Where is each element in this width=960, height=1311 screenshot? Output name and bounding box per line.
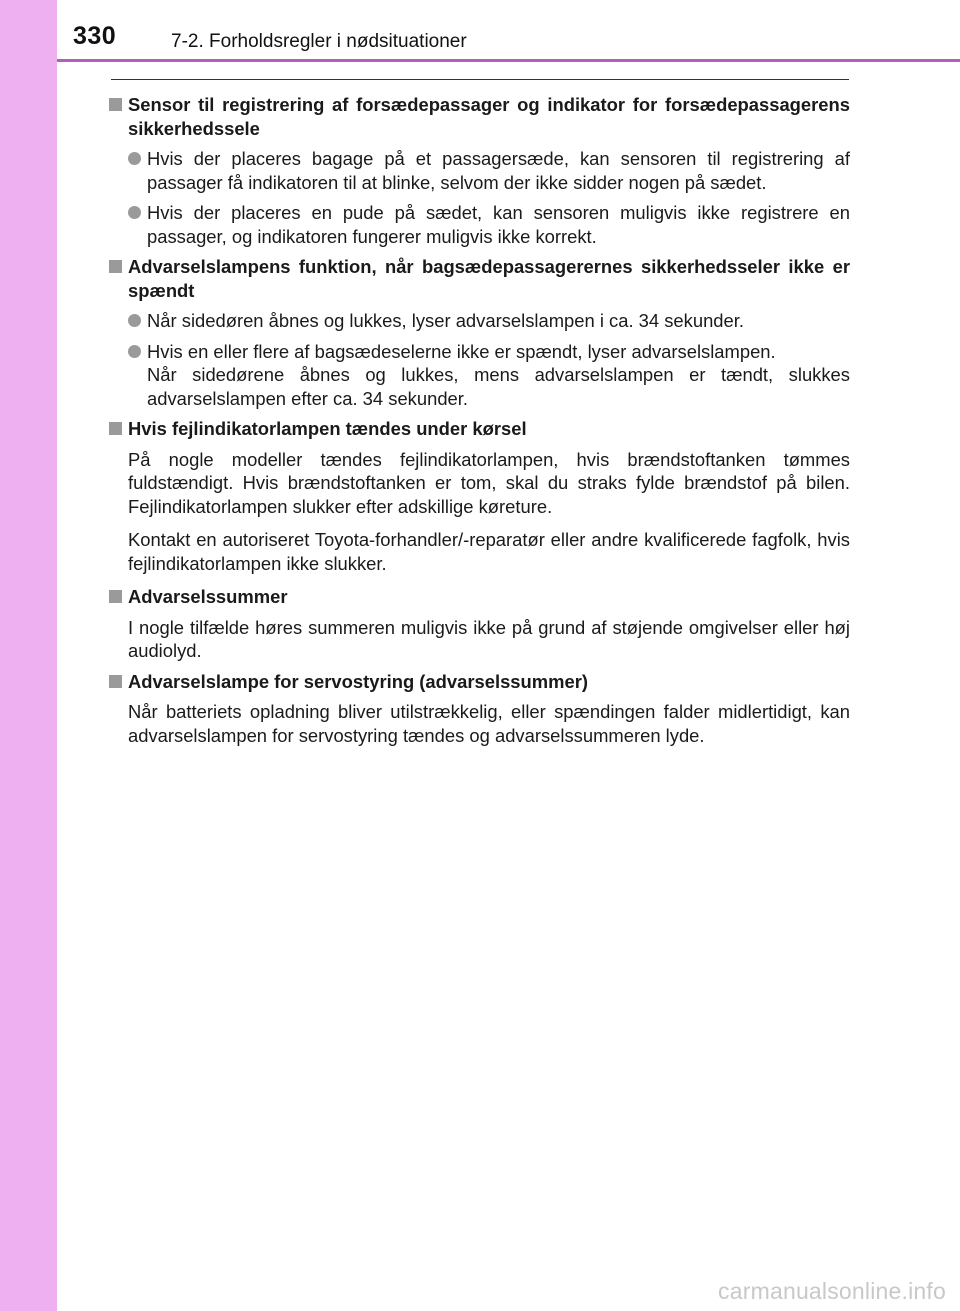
bullet-item — [128, 147, 850, 194]
bullet-text-continuation: Når sidedørene åbnes og lukkes, mens advarselslampen er tændt, slukkes advarselslampen efter ca. 34 sekunder. — [147, 364, 850, 409]
site-watermark[interactable]: carmanualsonline.info — [718, 1278, 946, 1304]
section-heading-text: Sensor til registrering af forsædepassager og indikator for forsædepassagerens sikkerhedssele — [128, 94, 850, 139]
page-content — [109, 93, 850, 754]
section-heading — [109, 585, 850, 609]
paragraph: Kontakt en autoriseret Toyota-forhandler/-reparatør eller andre kvalificerede fagfolk, hvis fejlindikatorlampen ikke slukker. — [128, 529, 850, 574]
page-number: 330 — [73, 22, 117, 50]
square-bullet-icon — [109, 422, 122, 435]
paragraph: På nogle modeller tændes fejlindikatorlampen, hvis brændstoftanken tømmes fuldstændigt. Hvis brændstoftanken er tom, skal du straks fylde brændstof på bilen. Fejlindikatorlampen slukker efter adskillige køreture. — [128, 448, 850, 517]
bullet-item — [128, 340, 850, 411]
round-bullet-icon — [128, 206, 141, 219]
square-bullet-icon — [109, 98, 122, 111]
square-bullet-icon — [109, 260, 122, 273]
section-heading — [109, 417, 850, 441]
round-bullet-icon — [128, 152, 141, 165]
bullet-item — [128, 201, 850, 248]
bullet-text: Hvis en eller flere af bagsædeselerne ikke er spændt, lyser advarselslampen. — [147, 340, 776, 362]
bullet-item — [128, 309, 850, 333]
section-heading-text: Advarselslampe for servostyring (advarselssummer) — [128, 670, 588, 692]
section-heading — [109, 93, 850, 140]
square-bullet-icon — [109, 675, 122, 688]
chapter-section-title: 7-2. Forholdsregler i nødsituationer — [171, 31, 467, 52]
side-color-strip — [0, 0, 57, 1311]
section-heading-text: Hvis fejlindikatorlampen tændes under kørsel — [128, 418, 527, 439]
bullet-text: Når sidedøren åbnes og lukkes, lyser advarselslampen i ca. 34 sekunder. — [147, 310, 744, 331]
section-heading — [109, 255, 850, 302]
square-bullet-icon — [109, 590, 122, 603]
bullet-text: Hvis der placeres bagage på et passagersæde, kan sensoren til registrering af passager få indikatoren til at blinke, selvom der ikke sidder nogen på sædet. — [147, 148, 850, 193]
paragraph: I nogle tilfælde høres summeren muligvis ikke på grund af støjende omgivelser eller høj audiolyd. — [128, 616, 850, 661]
section-heading-text: Advarselslampens funktion, når bagsædepassagerernes sikkerhedsseler ikke er spændt — [128, 256, 850, 301]
section-heading — [109, 670, 850, 694]
paragraph: Når batteriets opladning bliver utilstrækkelig, eller spændingen falder midlertidigt, kan advarselslampen for servostyring tændes og advarselssummeren lyde. — [128, 701, 850, 746]
round-bullet-icon — [128, 345, 141, 358]
content-top-rule — [111, 79, 849, 80]
bullet-text: Hvis der placeres en pude på sædet, kan sensoren muligvis ikke registrere en passager, og indikatoren fungerer muligvis ikke korrekt. — [147, 202, 850, 247]
header-underline — [57, 59, 960, 62]
round-bullet-icon — [128, 314, 141, 327]
section-heading-text: Advarselssummer — [128, 586, 288, 607]
